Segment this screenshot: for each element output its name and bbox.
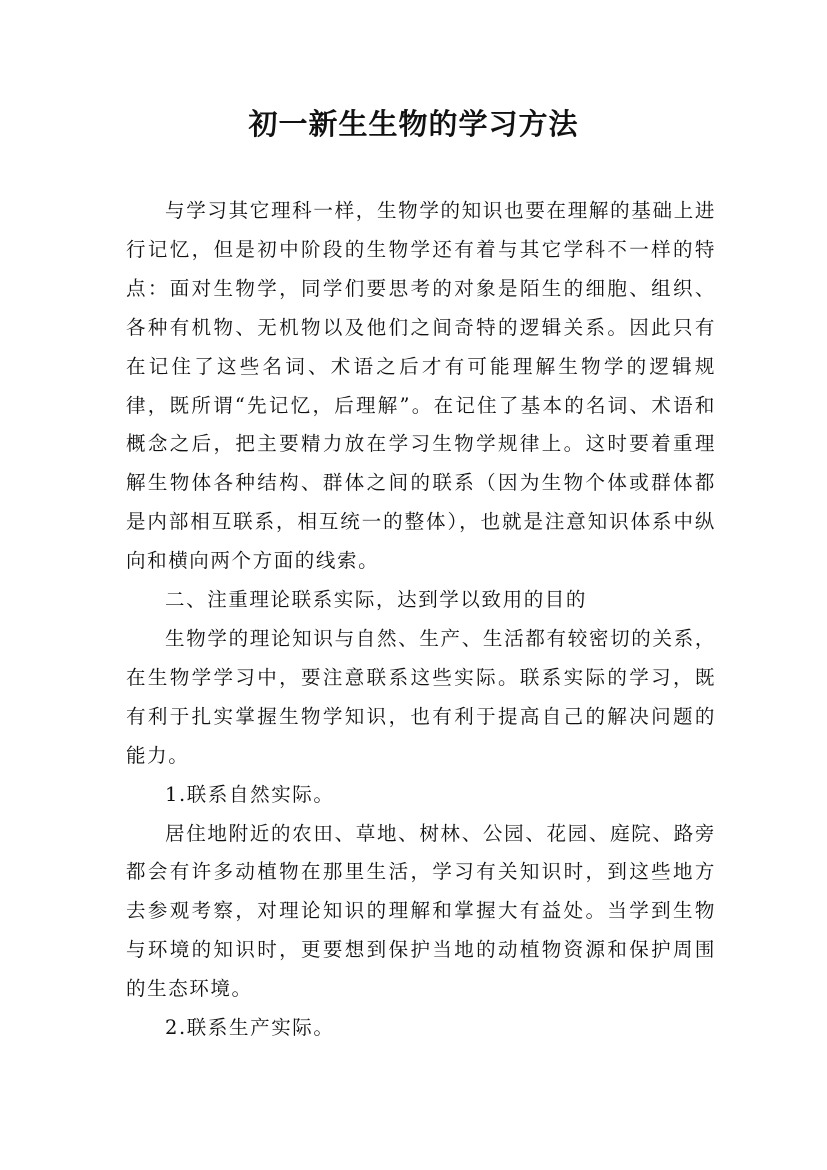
document-title: 初一新生生物的学习方法 [248, 107, 579, 141]
paragraph-intro: 与学习其它理科一样，生物学的知识也要在理解的基础上进行记忆，但是初中阶段的生物学还有着与其它学科不一样的特点：面对生物学，同学们要思考的对象是陌生的细胞、组织、各种有机物、无机物以及他们之间奇特的逻辑关系。因此只有在记住了这些名词、术语之后才有可能理解生物学的逻辑规律，既所谓“先记忆，后理解”。在记住了基本的名词、术语和概念之后，把主要精力放在学习生物学规律上。这时要着重理解生物体各种结构、群体之间的联系（因为生物个体或群体都是内部相互联系，相互统一的整体），也就是注意知识体系中纵向和横向两个方面的线索。 [126, 199, 716, 573]
section-heading-2: 二、注重理论联系实际，达到学以致用的目的 [165, 588, 588, 612]
subheading-nature: 1.联系自然实际。 [165, 782, 335, 806]
paragraph-nature: 居住地附近的农田、草地、树林、公园、花园、庭院、路旁都会有许多动植物在那里生活，学习有关知识时，到这些地方去参观考察，对理论知识的理解和掌握大有益处。当学到生物与环境的知识时，更要想到保护当地的动植物资源和保护周围的生态环境。 [126, 821, 716, 1001]
document-body [126, 192, 716, 1048]
subheading-production: 2.联系生产实际。 [165, 1016, 335, 1040]
paragraph-theory-practice: 生物学的理论知识与自然、生产、生活都有较密切的关系，在生物学学习中，要注意联系这些实际。联系实际的学习，既有利于扎实掌握生物学知识，也有利于提高自己的解决问题的能力。 [126, 626, 716, 767]
